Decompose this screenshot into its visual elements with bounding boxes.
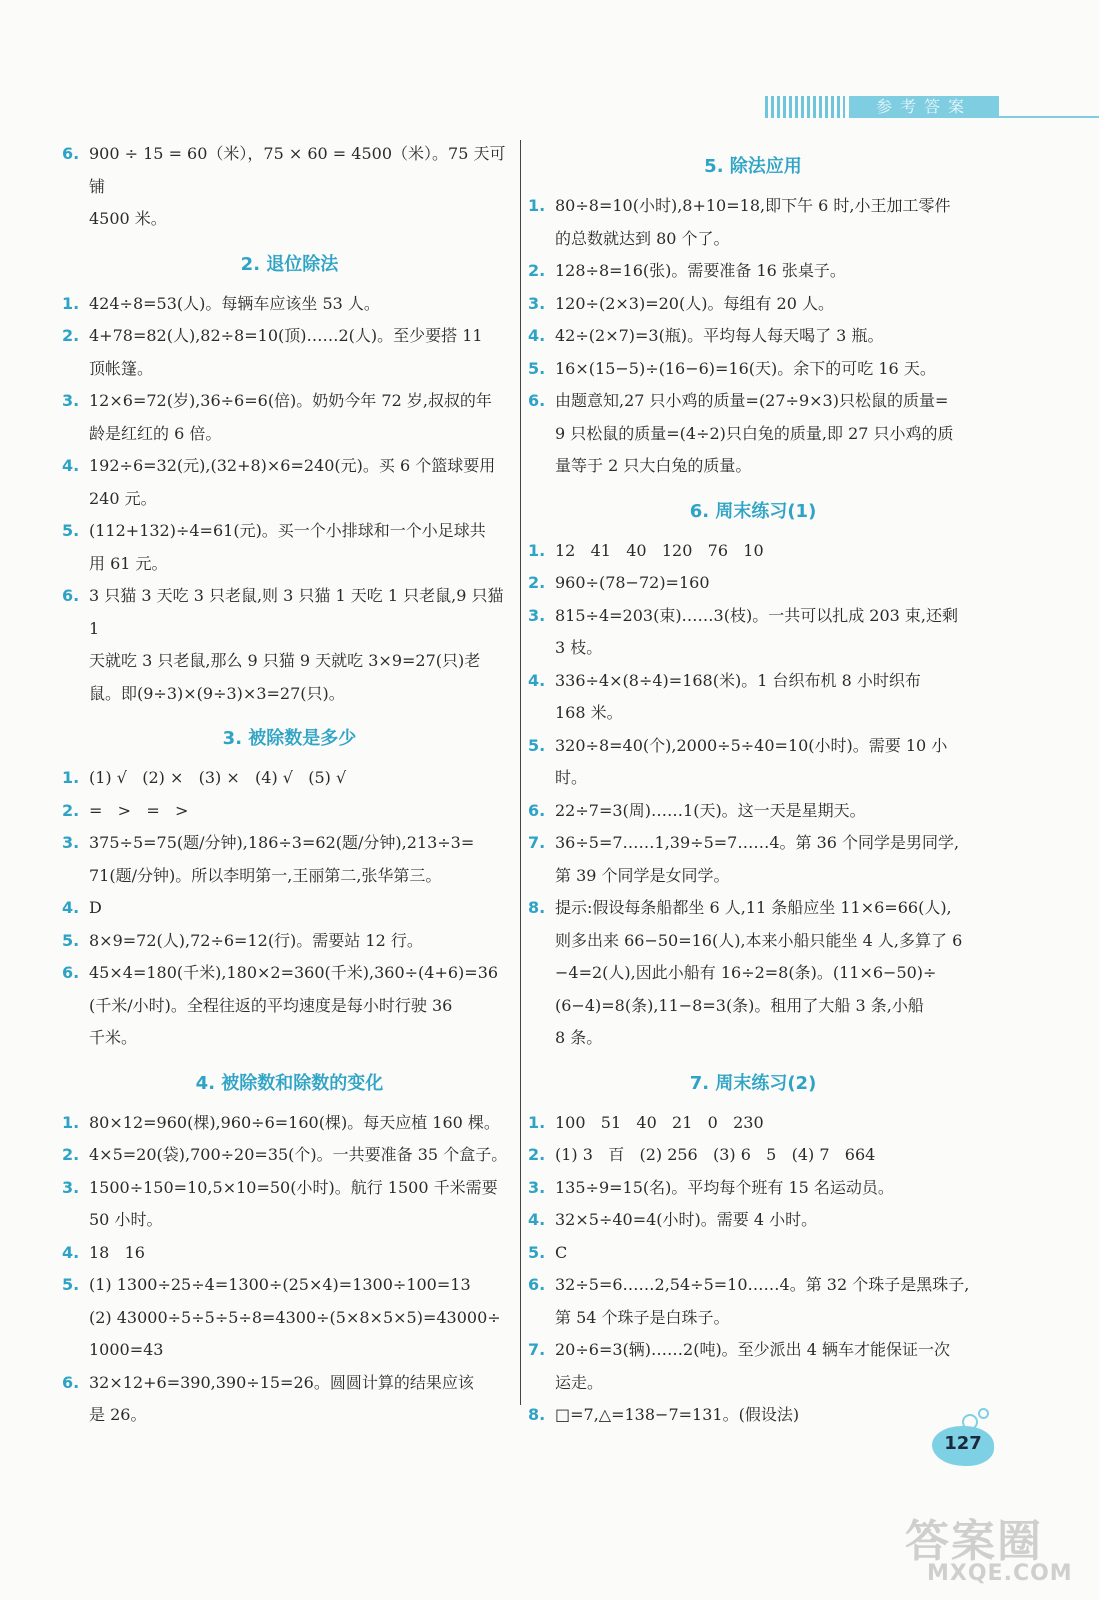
item-text: 提示:假设每条船都坐 6 人,11 条船应坐 11×6=66(人), 则多出来 66−50=16(人),本来小船只能坐 4 人,多算了 6 −4=2(人),因此小船有 16÷2=8(条)。(11×6−50)÷ (6−4)=8(条),11−8=3(条)。租用了大船 3 条,小船 8 条。: [555, 898, 963, 1047]
item-text: (1) 1300÷25÷4=1300÷(25×4)=1300÷100=13 (2) 43000÷5÷5÷5÷8=4300÷(5×8×5×5)=43000÷ 1000=43: [89, 1275, 501, 1359]
watermark-text: 答案圈: [905, 1516, 1043, 1567]
item-text: 320÷8=40(个),2000÷5÷40=10(小时)。需要 10 小时。: [555, 735, 948, 787]
item-text: 128÷8=16(张)。需要准备 16 张桌子。: [555, 261, 846, 280]
item-text: 8×9=72(人),72÷6=12(行)。需要站 12 行。: [89, 930, 423, 950]
answer-item: [528, 567, 978, 600]
bubble-dot: [978, 1408, 989, 1419]
item-text: 32×5÷40=4(小时)。需要 4 小时。: [555, 1210, 818, 1229]
header-stripes: [765, 96, 845, 118]
column-divider: [520, 140, 521, 1405]
item-number: 2.: [528, 1145, 546, 1164]
answer-item: [62, 450, 517, 515]
item-text: 20÷6=3(辆)……2(吨)。至少派出 4 辆车才能保证一次 运走。: [555, 1340, 951, 1392]
item-number: 4.: [62, 898, 80, 917]
answer-item: [62, 580, 517, 710]
answer-item: [528, 385, 978, 483]
answer-item: [62, 138, 517, 236]
watermark-logo: [905, 1505, 1095, 1595]
answer-item: [528, 1399, 978, 1432]
item-text: 900 ÷ 15 = 60（米），75 × 60 = 4500（米）。75 天可铺 4500 米。: [89, 144, 506, 228]
item-number: 5.: [528, 1242, 546, 1262]
answer-item: [528, 288, 978, 321]
item-text: 192÷6=32(元),(32+8)×6=240(元)。买 6 个篮球要用 240 元。: [89, 456, 496, 508]
item-text: 42÷(2×7)=3(瓶)。平均每人每天喝了 3 瓶。: [555, 326, 884, 345]
item-text: C: [555, 1242, 568, 1262]
item-number: 3.: [528, 293, 546, 313]
header-rule: [999, 116, 1099, 118]
item-number: 3.: [62, 833, 80, 852]
answer-item: [528, 1237, 978, 1270]
item-text: 32÷5=6……2,54÷5=10……4。第 32 个珠子是黑珠子, 第 54 个珠子是白珠子。: [555, 1275, 970, 1327]
item-text: 1500÷150=10,5×10=50(小时)。航行 1500 千米需要 50 小时。: [89, 1177, 498, 1229]
answer-item: [528, 320, 978, 353]
header-label: 参考答案: [849, 96, 999, 118]
answer-item: [62, 1269, 517, 1367]
item-text: 375÷5=75(题/分钟),186÷3=62(题/分钟),213÷3= 71(题/分钟)。所以李明第一,王丽第二,张华第三。: [89, 833, 475, 885]
section-title: 2. 退位除法: [240, 253, 339, 275]
item-text: □=7,△=138−7=131。(假设法): [555, 1405, 800, 1424]
answer-item: [62, 1237, 517, 1270]
watermark-url: MXQE.COM: [927, 1561, 1073, 1586]
section-title: 7. 周末练习(2): [689, 1072, 817, 1094]
item-number: 5.: [528, 358, 546, 378]
item-text: 120÷(2×3)=20(人)。每组有 20 人。: [555, 293, 834, 313]
item-text: 135÷9=15(名)。平均每个班有 15 名运动员。: [555, 1177, 894, 1197]
item-number: 4.: [528, 326, 546, 345]
item-number: 2.: [528, 261, 546, 280]
answer-item: [528, 827, 978, 892]
answer-item: [62, 385, 517, 450]
item-text: 16×(15−5)÷(16−6)=16(天)。余下的可吃 16 天。: [555, 358, 936, 378]
item-number: 1.: [528, 1112, 546, 1132]
item-number: 4.: [62, 456, 80, 475]
section-title: 3. 被除数是多少: [222, 728, 357, 749]
answer-item: [528, 1107, 978, 1140]
answer-item: [528, 1139, 978, 1172]
item-text: 22÷7=3(周)……1(天)。这一天是星期天。: [555, 800, 866, 820]
answer-item: [62, 288, 517, 321]
header-bar: [765, 96, 1099, 122]
page-number: 127: [944, 1433, 982, 1454]
item-text: 3 只猫 3 天吃 3 只老鼠,则 3 只猫 1 天吃 1 只老鼠,9 只猫 1 天就吃 3 只老鼠,那么 9 只猫 9 天就吃 3×9=27(只)老 鼠。即(9÷3)×(9÷3)×3=27(只)。: [89, 586, 504, 703]
item-text: 4×5=20(袋),700÷20=35(个)。一共要准备 35 个盒子。: [89, 1145, 508, 1164]
item-number: 1.: [528, 196, 546, 215]
answer-item: [528, 665, 978, 730]
item-number: 6.: [62, 586, 80, 605]
item-number: 5.: [62, 930, 80, 950]
item-number: 3.: [528, 605, 546, 625]
item-text: 815÷4=203(束)……3(枝)。一共可以扎成 203 束,还剩 3 枝。: [555, 605, 959, 657]
answer-item: [528, 1334, 978, 1399]
answer-item: [62, 925, 517, 958]
item-text: 100 51 40 21 0 230: [555, 1112, 764, 1132]
answer-item: [528, 795, 978, 828]
page-number-badge: [932, 1420, 998, 1470]
item-text: 80×12=960(棵),960÷6=160(棵)。每天应植 160 棵。: [89, 1112, 500, 1132]
item-number: 4.: [62, 1242, 80, 1262]
item-text: 18 16: [89, 1242, 145, 1262]
item-text: 424÷8=53(人)。每辆车应该坐 53 人。: [89, 293, 380, 313]
answer-item: [528, 1204, 978, 1237]
section-title: 6. 周末练习(1): [689, 500, 817, 522]
item-number: 5.: [62, 1275, 80, 1294]
item-number: 3.: [62, 391, 80, 410]
item-number: 4.: [528, 670, 546, 690]
answer-item: [528, 535, 978, 568]
item-number: 1.: [62, 1112, 80, 1132]
item-number: 7.: [528, 1340, 546, 1359]
right-column: [528, 138, 978, 1432]
item-number: 6.: [528, 1275, 546, 1294]
answer-item: [528, 600, 978, 665]
item-number: 2.: [62, 1145, 80, 1164]
item-text: (1) √ (2) × (3) × (4) √ (5) √: [89, 768, 347, 787]
item-text: (112+132)÷4=61(元)。买一个小排球和一个小足球共 用 61 元。: [89, 521, 486, 573]
item-text: 36÷5=7……1,39÷5=7……4。第 36 个同学是男同学, 第 39 个同学是女同学。: [555, 833, 960, 885]
answer-item: [528, 353, 978, 386]
item-text: 80÷8=10(小时),8+10=18,即下午 6 时,小王加工零件 的总数就达到 80 个了。: [555, 196, 951, 248]
answer-item: [62, 892, 517, 925]
item-text: 960÷(78−72)=160: [555, 573, 710, 592]
item-number: 1.: [528, 540, 546, 560]
answer-item: [62, 1107, 517, 1140]
bubble-dot: [962, 1414, 978, 1430]
item-text: (1) 3 百 (2) 256 (3) 6 5 (4) 7 664: [555, 1145, 876, 1164]
item-number: 6.: [62, 963, 80, 982]
item-number: 3.: [528, 1177, 546, 1197]
item-number: 6.: [528, 391, 546, 410]
answer-item: [528, 255, 978, 288]
answer-item: [62, 957, 517, 1055]
item-number: 6.: [62, 144, 80, 163]
item-number: 3.: [62, 1177, 80, 1197]
answer-item: [528, 730, 978, 795]
item-number: 1.: [62, 293, 80, 313]
item-text: 32×12+6=390,390÷15=26。圆圆计算的结果应该 是 26。: [89, 1372, 474, 1424]
item-number: 5.: [528, 735, 546, 755]
item-number: 4.: [528, 1210, 546, 1229]
item-number: 1.: [62, 768, 80, 787]
item-text: 336÷4×(8÷4)=168(米)。1 台织布机 8 小时织布 168 米。: [555, 670, 921, 722]
answer-item: [62, 827, 517, 892]
item-number: 7.: [528, 833, 546, 852]
answer-item: [62, 1367, 517, 1432]
answer-item: [62, 320, 517, 385]
item-text: 12 41 40 120 76 10: [555, 540, 764, 560]
answer-item: [528, 1269, 978, 1334]
item-number: 8.: [528, 1405, 546, 1424]
section-title: 5. 除法应用: [704, 156, 802, 177]
item-text: 45×4=180(千米),180×2=360(千米),360÷(4+6)=36 (千米/小时)。全程往返的平均速度是每小时行驶 36 千米。: [89, 963, 499, 1047]
item-number: 2.: [62, 326, 80, 345]
item-text: 4+78=82(人),82÷8=10(顶)……2(人)。至少要搭 11 顶帐篷。: [89, 326, 483, 378]
answer-item: [62, 1139, 517, 1172]
item-number: 6.: [528, 800, 546, 820]
left-column: [62, 138, 517, 1432]
answer-item: [528, 190, 978, 255]
item-number: 5.: [62, 521, 80, 540]
section-title: 4. 被除数和除数的变化: [195, 1072, 384, 1094]
item-text: = > = >: [89, 800, 189, 820]
item-number: 2.: [528, 573, 546, 592]
answer-item: [62, 1172, 517, 1237]
item-text: D: [89, 898, 102, 917]
answer-item: [62, 762, 517, 795]
item-number: 8.: [528, 898, 546, 917]
item-text: 12×6=72(岁),36÷6=6(倍)。奶奶今年 72 岁,叔叔的年 龄是红红的 6 倍。: [89, 391, 492, 443]
answer-item: [62, 795, 517, 828]
item-number: 6.: [62, 1372, 80, 1392]
answer-item: [528, 1172, 978, 1205]
answer-item: [62, 515, 517, 580]
item-number: 2.: [62, 800, 80, 820]
answer-item: [528, 892, 978, 1055]
item-text: 由题意知,27 只小鸡的质量=(27÷9×3)只松鼠的质量= 9 只松鼠的质量=(4÷2)只白兔的质量,即 27 只小鸡的质 量等于 2 只大白兔的质量。: [555, 391, 954, 475]
